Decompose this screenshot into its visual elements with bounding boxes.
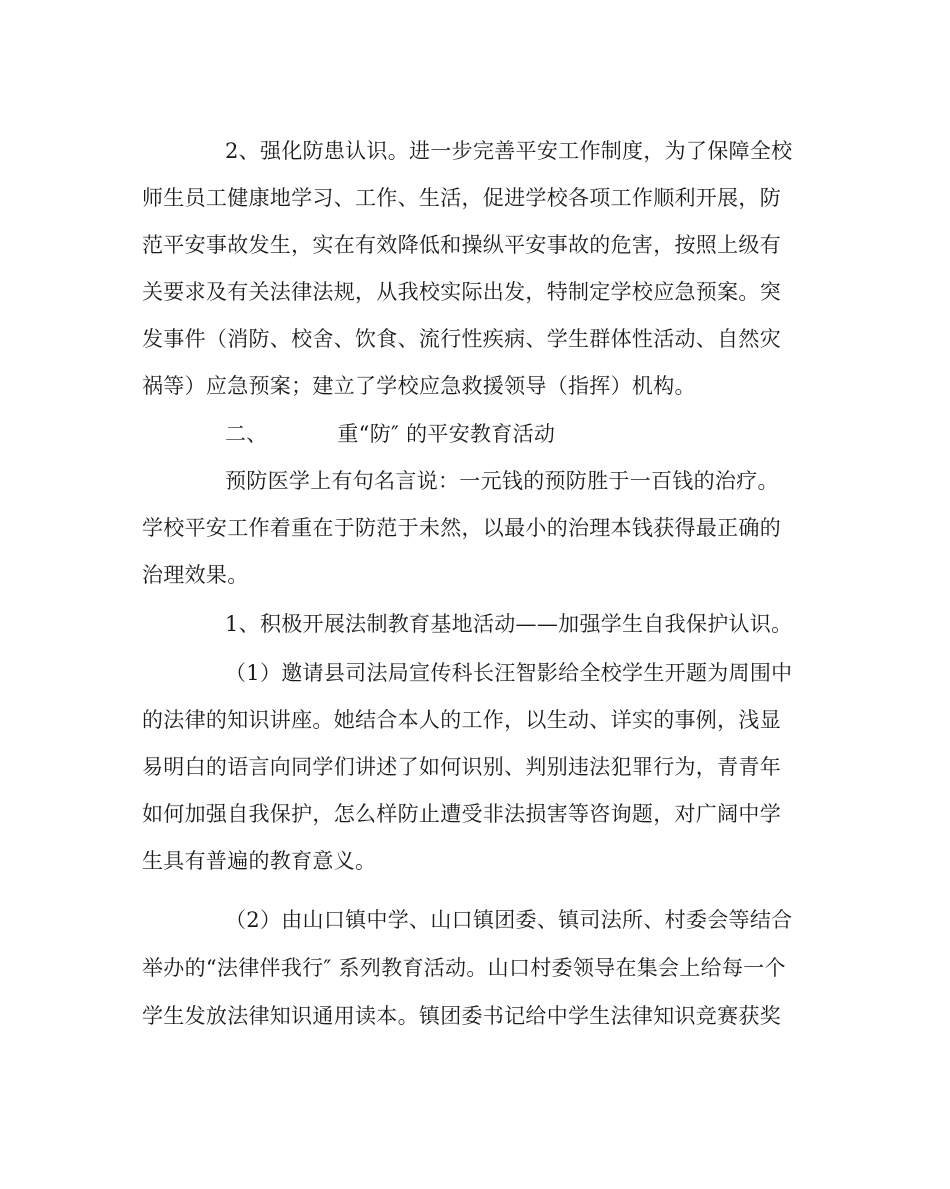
- paragraph-line: 范平安事故发生，实在有效降低和操纵平安事故的危害，按照上级有: [142, 233, 781, 257]
- paragraph-line: 发事件（消防、校舍、饮食、流行性疾病、学生群体性活动、自然灾: [142, 327, 781, 351]
- paragraph-line: 学生发放法律知识通用读本。镇团委书记给中学生法律知识竞赛获奖: [142, 1004, 781, 1028]
- paragraph-line: 如何加强自我保护，怎么样防止遭受非法损害等咨询题，对广阔中学: [142, 802, 781, 826]
- paragraph-line: 易明白的语言向同学们讲述了如何识别、判别违法犯罪行为，青青年: [142, 755, 781, 779]
- paragraph-line: 的法律的知识讲座。她结合本人的工作，以生动、详实的事例，浅显: [142, 708, 781, 732]
- paragraph-line: 预防医学上有句名言说：一元钱的预防胜于一百钱的治疗。: [225, 469, 779, 493]
- section-heading: 二、 重“防″ 的平安教育活动: [225, 422, 556, 446]
- paragraph-line: 祸等）应急预案；建立了学校应急救援领导（指挥）机构。: [142, 374, 696, 398]
- paragraph-line: （1）邀请县司法局宣传科长汪智影给全校学生开题为周围中: [225, 661, 793, 685]
- paragraph-line: 师生员工健康地学习、工作、生活，促进学校各项工作顺利开展，防: [142, 186, 781, 210]
- paragraph-line: 2、强化防患认识。进一步完善平安工作制度，为了保障全校: [225, 139, 793, 163]
- subheading: 1、积极开展法制教育基地活动——加强学生自我保护认识。: [225, 612, 793, 636]
- paragraph-line: 学校平安工作着重在于防范于未然，以最小的治理本钱获得最正确的: [142, 516, 781, 540]
- paragraph-line: （2）由山口镇中学、山口镇团委、镇司法所、村委会等结合: [225, 908, 793, 932]
- paragraph-line: 治理效果。: [142, 563, 249, 587]
- paragraph-line: 生具有普遍的教育意义。: [142, 849, 377, 873]
- paragraph-line: 举办的“法律伴我行″ 系列教育活动。山口村委领导在集会上给每一个: [142, 956, 786, 980]
- paragraph-line: 关要求及有关法律法规，从我校实际出发，特制定学校应急预案。突: [142, 280, 781, 304]
